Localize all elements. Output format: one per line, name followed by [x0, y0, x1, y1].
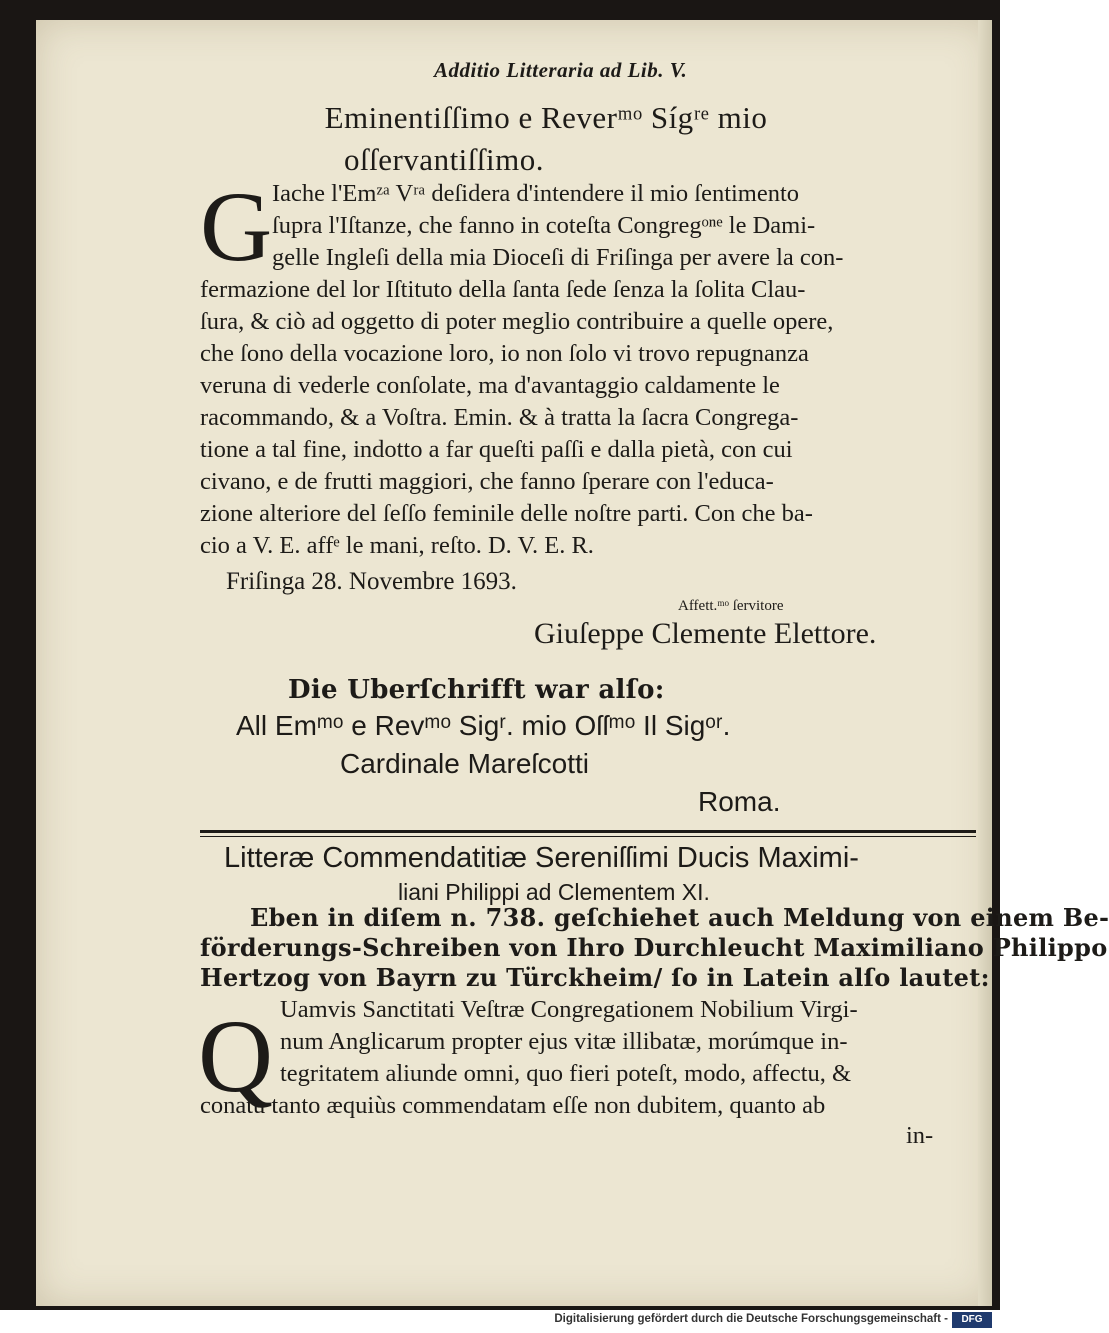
- address-line: All Emᵐᵒ e Revᵐᵒ Sigʳ. mio Oſſᵐᵒ Il Sigᵒʳ.: [236, 710, 731, 741]
- section-2-letter-line: tegritatem aliunde omni, quo fieri poteſt, modo, affectu, &: [280, 1060, 852, 1087]
- letter-1-line: ſupra l'Iſtanze, che fanno in coteſta Congregᵒⁿᵉ le Dami-: [272, 212, 816, 239]
- letter-1-line: cio a V. E. affᵉ le mani, reſto. D. V. E. R.: [200, 532, 594, 559]
- section-2-letter-line: Uamvis Sanctitati Veſtræ Congregationem Nobilium Virgi-: [280, 996, 858, 1023]
- letter-1-line: veruna di vederle conſolate, ma d'avantaggio caldamente le: [200, 372, 780, 399]
- section-rule: [200, 830, 976, 833]
- letter-1-line: racommando, & a Voſtra. Emin. & à tratta la ſacra Congrega-: [200, 404, 799, 431]
- section-rule-thin: [200, 836, 976, 837]
- closing: Affett.ᵐᵒ ſervitore: [678, 598, 784, 614]
- catchword: in-: [906, 1122, 934, 1149]
- section-2-title: Litteræ Commendatitiæ Sereniſſimi Ducis Maximi-: [224, 842, 859, 874]
- running-head: Additio Litteraria ad Lib. V.: [434, 58, 688, 82]
- address-line: Roma.: [698, 786, 781, 817]
- dropcap-g: G: [200, 171, 273, 282]
- section-2-letter-line: conatu tanto æquiùs commendatam eſſe non dubitem, quanto ab: [200, 1092, 826, 1119]
- address-intro: Die Uberſchrifft war alſo:: [288, 675, 665, 705]
- letter-1-line: Iache l'Emᶻᵃ Vʳᵃ deſidera d'intendere il mio ſentimento: [272, 180, 800, 207]
- dropcap-q: Q: [198, 999, 274, 1114]
- signature: Giuſeppe Clemente Elettore.: [534, 617, 877, 650]
- address-line: Cardinale Mareſcotti: [340, 748, 589, 779]
- section-2-intro-line: Eben in diſem n. 738. geſchiehet auch Meldung von einem Be-: [250, 903, 1109, 932]
- page-content: [36, 20, 1109, 1306]
- letter-1-line: zione alteriore del ſeſſo feminile delle noſtre parti. Con che ba-: [200, 500, 813, 527]
- heading-line-1: Eminentiſſimo e Reverᵐᵒ Sígʳᵉ mio: [324, 100, 768, 135]
- section-2-subtitle: liani Philippi ad Clementem XI.: [398, 879, 710, 905]
- section-2-intro-line: Hertzog von Bayrn zu Türckheim/ ſo in Latein alſo lautet:: [200, 963, 990, 992]
- letter-1-line: ſura, & ciò ad oggetto di poter meglio contribuire a quelle opere,: [200, 308, 834, 335]
- dfg-logo-icon: DFG: [952, 1312, 992, 1328]
- book-page: [36, 20, 1109, 1306]
- letter-1-line: civano, e de frutti maggiori, che fanno ſperare con l'educa-: [200, 468, 774, 495]
- section-2-intro-line: förderungs-Schreiben von Ihro Durchleucht Maximiliano Philippo: [200, 933, 1108, 962]
- heading-line-2: oſſervantiſſimo.: [344, 142, 544, 177]
- section-2-letter-line: num Anglicarum propter ejus vitæ illibatæ, morúmque in-: [280, 1028, 848, 1055]
- dateline: Friſinga 28. Novembre 1693.: [226, 568, 517, 595]
- footer-credit: Digitalisierung gefördert durch die Deutsche Forschungsgemeinschaft -: [554, 1313, 948, 1325]
- letter-1-line: che ſono della vocazione loro, io non ſolo vi trovo repugnanza: [200, 340, 809, 367]
- letter-1-line: tione a tal fine, indotto a far queſti paſſi e dalla pietà, con cui: [200, 436, 793, 463]
- letter-1-line: fermazione del lor Iſtituto della ſanta ſede ſenza la ſolita Clau-: [200, 276, 806, 303]
- letter-1-line: gelle Ingleſi della mia Dioceſi di Friſinga per avere la con-: [272, 244, 844, 271]
